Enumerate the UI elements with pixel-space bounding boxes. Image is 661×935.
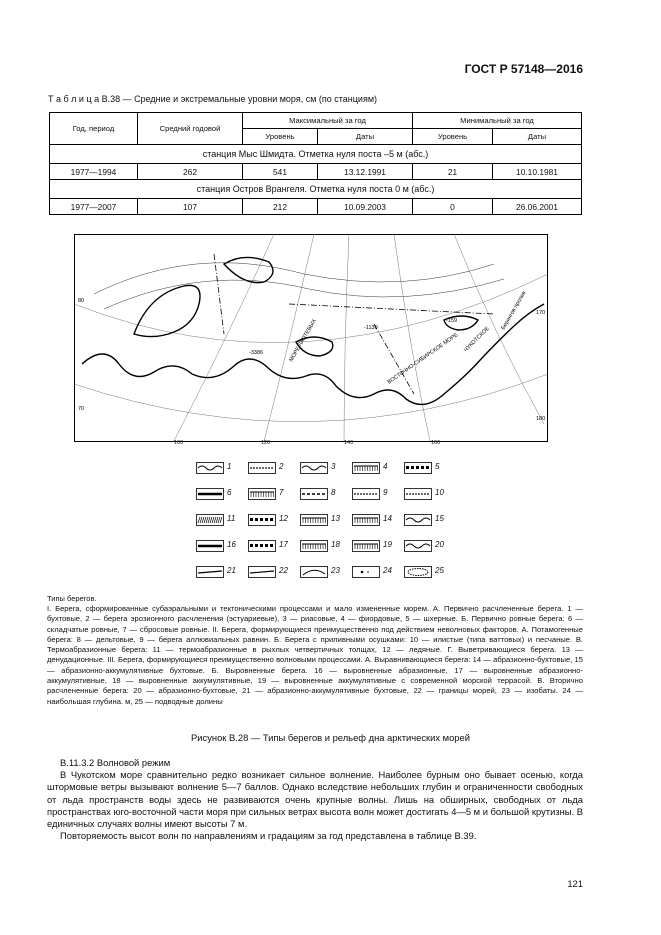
legend-swatch — [196, 566, 224, 578]
section-heading: В.11.3.2 Волновой режим — [60, 757, 171, 768]
legend-item — [404, 486, 454, 502]
legend-label: 3 — [331, 462, 336, 471]
legend-swatch — [196, 514, 224, 526]
legend-swatch — [196, 488, 224, 500]
legend-label: 5 — [435, 462, 440, 471]
legend-swatch — [248, 566, 276, 578]
cell-min-level: 21 — [413, 164, 493, 180]
legend-swatch — [300, 488, 328, 500]
legend-label: 15 — [435, 514, 444, 523]
cell-period: 1977—1994 — [50, 164, 138, 180]
paragraph: В Чукотском море сравнительно редко возникает сильное волнение. Наиболее бурным оно бывает осенью, когда штормовые ветры вызывают волнение 5—7 баллов. Однако вследствие небольших глубин и ограниченности свободных от льда пространств воды здесь не развиваются очень крупные волны. Лишь на обширных, свободных от льда пространствах юго-восточной части моря при сильных ветрах высота волн может достигать 4—5 м и большой крутизны. В единичных случаях волны имеют высоты 7 м. — [47, 769, 583, 830]
legend-label: 21 — [227, 566, 236, 575]
station-title: станция Мыс Шмидта. Отметка нуля поста –5 м (абс.) — [50, 145, 582, 164]
legend-item — [352, 460, 402, 476]
cell-max-level: 541 — [243, 164, 318, 180]
legend-swatch — [352, 488, 380, 500]
header-max-dates: Даты — [318, 129, 413, 145]
legend-item — [404, 460, 454, 476]
legend-label: 16 — [227, 540, 236, 549]
legend-label: 6 — [227, 488, 232, 497]
header-min-dates: Даты — [493, 129, 582, 145]
cell-min-level: 0 — [413, 199, 493, 215]
cell-period: 1977—2007 — [50, 199, 138, 215]
legend-label: 11 — [227, 514, 236, 523]
lon-label: 160 — [431, 440, 441, 446]
header-period: Год, период — [50, 113, 138, 145]
legend-swatch — [300, 462, 328, 474]
legend-label: 8 — [331, 488, 336, 497]
sea-name: ВОСТОЧНО-СИБИРСКОЕ МОРЕ — [386, 332, 460, 386]
legend-item — [300, 460, 350, 476]
legend-item — [300, 486, 350, 502]
legend-item — [196, 486, 246, 502]
depth-label: -1130 — [364, 325, 378, 331]
lat-label: 80 — [78, 298, 85, 304]
legend-item — [352, 486, 402, 502]
legend-item — [248, 512, 298, 528]
legend-label: 2 — [279, 462, 284, 471]
header-mean: Средний годовой — [138, 113, 243, 145]
sea-name: ЧУКОТСКОЕ — [463, 325, 491, 354]
legend-item — [196, 564, 246, 580]
legend-label: 20 — [435, 540, 444, 549]
cell-mean: 107 — [138, 199, 243, 215]
header-max: Максимальный за год — [243, 113, 413, 129]
legend-item — [352, 564, 402, 580]
depth-label: -3386 — [249, 350, 264, 356]
cell-min-date: 10.10.1981 — [493, 164, 582, 180]
legend-item — [196, 512, 246, 528]
legend-swatch — [404, 488, 432, 500]
cell-min-date: 26.06.2001 — [493, 199, 582, 215]
paragraph: Повторяемость высот волн по направлениям и градациям за год представлена в таблице В.39. — [60, 830, 477, 842]
legend-item — [196, 538, 246, 554]
legend-item — [248, 486, 298, 502]
legend-item — [352, 538, 402, 554]
document-code: ГОСТ Р 57148—2016 — [464, 62, 583, 76]
body-text — [47, 769, 583, 843]
cell-max-date: 13.12.1991 — [318, 164, 413, 180]
cell-max-date: 10.09.2003 — [318, 199, 413, 215]
legend-swatch — [300, 540, 328, 552]
legend-swatch — [248, 514, 276, 526]
legend-item — [404, 564, 454, 580]
table-row — [50, 164, 582, 180]
coast-types-text: I. Берега, сформированные субаэральными и тектоническими процессами и мало измененные морем. А. Первично расчлененные берега. 1 — бухтовые, 2 — берега эрозионного расчленения (эстуариевые), 3 — риасовые, 4 — фиордовые, 5 — шхерные. Б. Первично ровные берега: 6 — складчатые ровные, 7 — сбросовые ровные. II. Берега, формирующиеся преимущественно под действием неволновых факторов. А. Потамогенные берега: 8 — дельтовые, 9 — берега аллювиальных равнин. Б. Берега с приливными осушками: 10 — илистые (типа ваттовых) и песчаные. В. Термоабразионные берега: 11 — термоабразионные в рыхлых четвертичных толщах, 12 — ледяные. Г. Выветривающиеся берега. 13 — денудационные. III. Берега, формирующиеся преимущественно волновыми процессами. А. Выравнивающиеся берега: 14 — абразионно-бухтовые, 15 — абразионно-аккумулятивные бухтовые. Б. Выровненные берега. 16 — выровненные абразионные, 17 — выровненные абразионно-аккумулятивные, 18 — выровненные аккумулятивные, 19 — выровненные аккумулятивные с современной морской террасой. В. Вторично расчлененные берега: 20 — абразионно-бухтовые, 21 — абразионно-аккумулятивные бухтовые, 22 — границы морей, 23 — изобаты. 24 — наибольшая глубина. м, 25 — подводные долины — [47, 604, 583, 706]
table-caption: Т а б л и ц а В.38 — Средние и экстремальные уровни моря, см (по станциям) — [48, 94, 378, 104]
legend-label: 18 — [331, 540, 340, 549]
legend-item — [404, 538, 454, 554]
legend-label: 22 — [279, 566, 288, 575]
legend-swatch — [352, 462, 380, 474]
legend-item — [196, 460, 246, 476]
legend-swatch — [300, 566, 328, 578]
station-title-row — [50, 180, 582, 199]
lon-label: 120 — [261, 440, 271, 446]
legend-label: 23 — [331, 566, 340, 575]
legend-swatch — [352, 566, 380, 578]
lon-label: 140 — [344, 440, 354, 446]
legend-swatch — [248, 540, 276, 552]
legend-swatch — [404, 566, 432, 578]
legend-swatch — [196, 540, 224, 552]
legend-item — [248, 538, 298, 554]
coast-types-title: Типы берегов. — [47, 594, 97, 603]
legend-item — [300, 564, 350, 580]
page-number: 121 — [567, 878, 583, 889]
lat-label: 70 — [78, 406, 85, 412]
legend-label: 17 — [279, 540, 288, 549]
sea-levels-table — [49, 112, 582, 215]
legend-label: 12 — [279, 514, 288, 523]
header-min: Минимальный за год — [413, 113, 582, 129]
legend-swatch — [196, 462, 224, 474]
legend-label: 24 — [383, 566, 392, 575]
map-legend — [196, 460, 456, 582]
legend-item — [300, 512, 350, 528]
legend-swatch — [352, 514, 380, 526]
legend-item — [248, 564, 298, 580]
cell-max-level: 212 — [243, 199, 318, 215]
station-title-row — [50, 145, 582, 164]
sea-name: Берингов пролив — [500, 290, 528, 331]
legend-label: 9 — [383, 488, 388, 497]
header-max-level: Уровень — [243, 129, 318, 145]
legend-item — [404, 512, 454, 528]
station-title: станция Остров Врангеля. Отметка нуля поста 0 м (абс.) — [50, 180, 582, 199]
table-row — [50, 199, 582, 215]
legend-item — [352, 512, 402, 528]
sea-name: МОРЕ ЛАПТЕВЫХ — [288, 318, 318, 363]
legend-label: 14 — [383, 514, 392, 523]
legend-label: 19 — [383, 540, 392, 549]
legend-item — [300, 538, 350, 554]
legend-label: 7 — [279, 488, 284, 497]
legend-swatch — [404, 514, 432, 526]
figure-caption: Рисунок В.28 — Типы берегов и рельеф дна арктических морей — [191, 732, 470, 743]
legend-swatch — [248, 462, 276, 474]
right-label: 180 — [536, 416, 546, 422]
legend-item — [248, 460, 298, 476]
legend-label: 25 — [435, 566, 444, 575]
legend-label: 13 — [331, 514, 340, 523]
legend-label: 4 — [383, 462, 388, 471]
arctic-coast-map — [74, 234, 548, 442]
legend-swatch — [404, 462, 432, 474]
legend-swatch — [352, 540, 380, 552]
legend-swatch — [248, 488, 276, 500]
legend-label: 10 — [435, 488, 444, 497]
lon-label: 100 — [174, 440, 184, 446]
legend-swatch — [404, 540, 432, 552]
cell-mean: 262 — [138, 164, 243, 180]
table-header-row — [50, 113, 582, 129]
depth-label: -159 — [446, 318, 458, 324]
header-min-level: Уровень — [413, 129, 493, 145]
right-label: 170 — [536, 310, 546, 316]
legend-label: 1 — [227, 462, 232, 471]
legend-swatch — [300, 514, 328, 526]
